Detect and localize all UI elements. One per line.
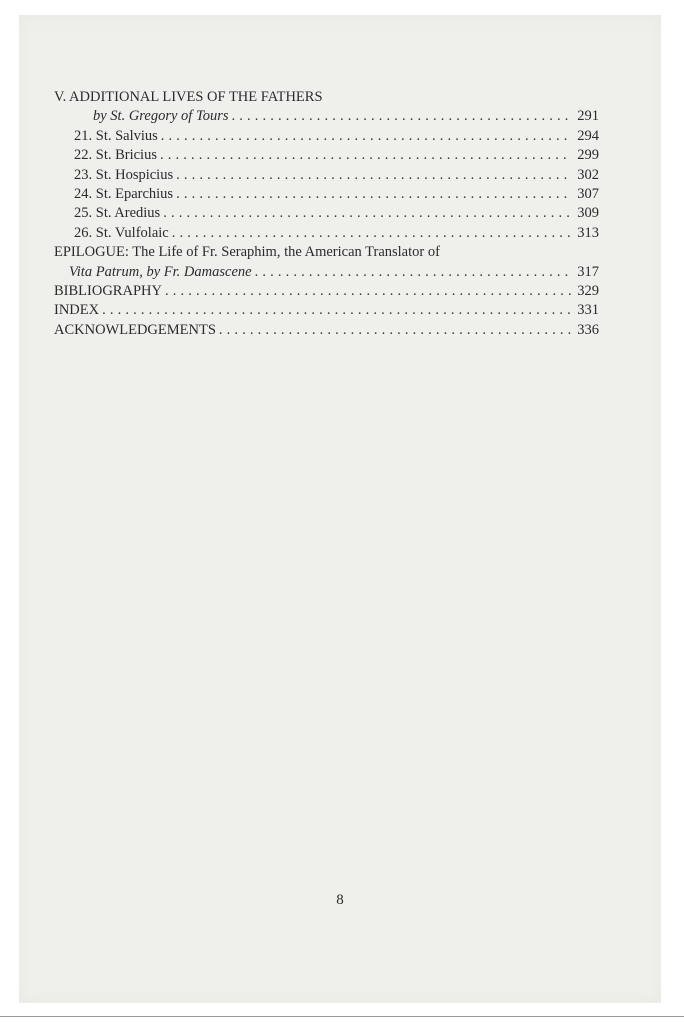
book-page [19,15,661,1003]
toc-index [54,301,599,320]
toc-section-heading [54,88,599,107]
bottom-divider [0,1016,684,1017]
toc-entry [54,224,599,243]
entry-label: 22. St. Bricius [74,147,157,164]
entry-page-number: 317 [577,263,599,280]
dot-leader [160,146,571,165]
entry-page-number: 302 [577,166,599,183]
toc-entry [54,185,599,204]
dot-leader [231,107,571,126]
toc-epilogue-line2 [54,263,599,282]
toc-acknowledgements [54,321,599,340]
entry-label: 25. St. Aredius [74,205,161,222]
entry-page-number: 336 [577,321,599,338]
dot-leader [219,321,571,340]
toc-entry-byline [54,107,599,126]
dot-leader [165,282,571,301]
entry-label: 23. St. Hospicius [74,166,174,183]
entry-page-number: 307 [577,185,599,202]
toc-entry [54,127,599,146]
entry-page-number: 313 [577,224,599,241]
dot-leader [176,166,571,185]
dot-leader [255,263,571,282]
dot-leader [176,185,571,204]
dot-leader [161,127,571,146]
bibliography-label: BIBLIOGRAPHY [54,282,162,299]
entry-label: 24. St. Eparchius [74,185,174,202]
entry-page-number: 331 [577,302,599,319]
epilogue-subtitle: Vita Patrum, by Fr. Damascene [69,263,252,280]
table-of-contents [54,88,599,340]
section-v-heading: V. ADDITIONAL LIVES OF THE FATHERS [54,89,323,105]
toc-entry [54,146,599,165]
dot-leader [172,224,571,243]
toc-bibliography [54,282,599,301]
index-label: INDEX [54,302,100,319]
entry-label: 21. St. Salvius [74,127,158,144]
dot-leader [163,204,571,223]
entry-label: 26. St. Vulfolaic [74,224,169,241]
entry-page-number: 309 [577,205,599,222]
toc-entry [54,204,599,223]
toc-epilogue-line1 [54,243,599,262]
toc-entry [54,166,599,185]
acknowledgements-label: ACKNOWLEDGEMENTS [54,321,216,338]
section-v-byline: by St. Gregory of Tours [93,108,229,125]
page-number: 8 [336,892,344,908]
entry-page-number: 329 [577,282,599,299]
dot-leader [102,301,571,320]
entry-page-number: 291 [577,108,599,125]
epilogue-title: EPILOGUE: The Life of Fr. Seraphim, the American Translator of [54,244,440,261]
entry-page-number: 299 [577,147,599,164]
entry-page-number: 294 [577,127,599,144]
